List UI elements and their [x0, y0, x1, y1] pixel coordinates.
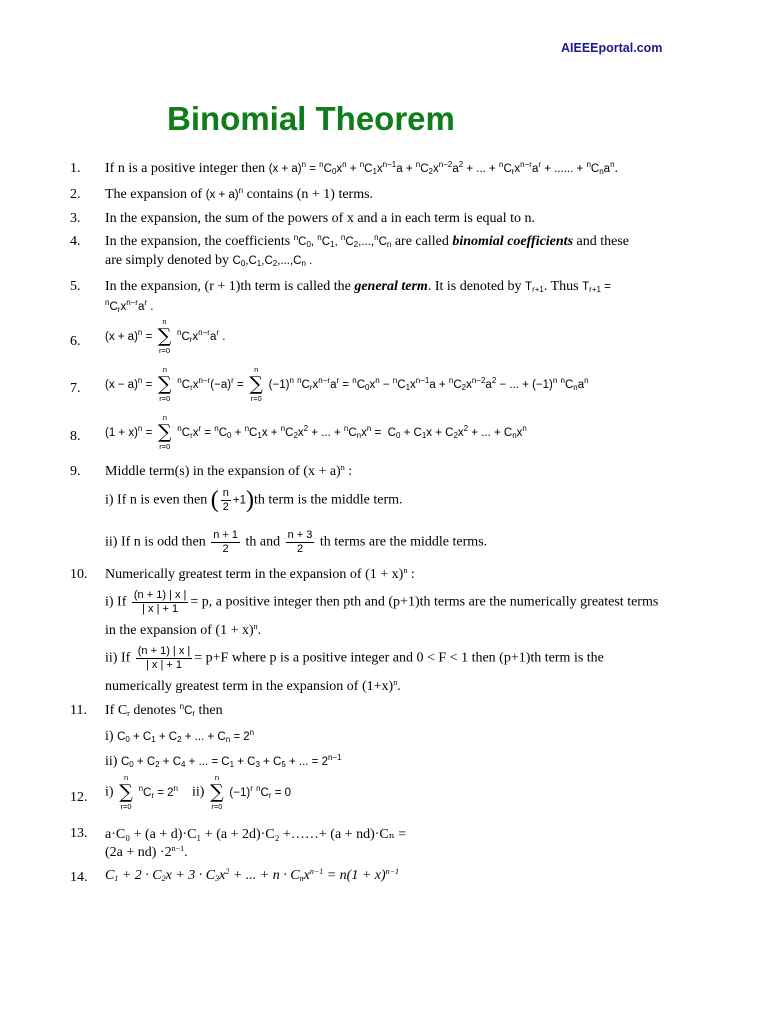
summation-symbol: n ∑ r=0 — [249, 365, 263, 403]
item-5: In the expansion, (r + 1)th term is called the general term. It is denoted by $T_{r+1}$. Thus $T_{r+1}$ = — [105, 279, 611, 294]
item-number: 6. — [70, 334, 81, 349]
item-12: i) n ∑ r=0 $^nC_r = 2^n$ ii) n ∑ r=0 $(-1)^r$ $^nC_r = 0$ — [105, 773, 292, 811]
item-3: In the expansion, the sum of the powers of x and a in each term is equal to n. — [105, 211, 535, 226]
item-4: In the expansion, the coefficients $^nC_0$, $^nC_1$, $^nC_2,...,^nC_n$ are called binomial coefficients and these — [105, 233, 630, 249]
item-2: The expansion of $(x + a)^n$ contains (n + 1) terms. — [105, 186, 374, 202]
summation-symbol: n ∑ r=0 — [158, 365, 172, 403]
item-7: $(x - a)^n$ = n ∑ r=0 $^nC_rx^{n-r}(-a)^r$ = n ∑ r=0 $(-1)^n$ $^nC_rx^{n-r}a^r = ^nC_0x^n - ^nC_1x^{n-1}a + ^nC_2x^{n-2}a^2$ − ... + $(-1)^n$ $^nC_na^n$ — [105, 365, 589, 403]
summation-symbol: n ∑ r=0 — [119, 773, 133, 811]
item-number: 2. — [70, 187, 81, 202]
item-14: $C_1 + 2 \cdot C_2x + 3 \cdot C_3x^2$ + ... + $n \cdot C_nx^{n-1} = n(1 + x)^{n-1}$ — [105, 867, 400, 883]
item-13: a·C₀ + (a + d)·C₁ + (a + 2d)·C₂ +……+ (a + nd)·Cₙ = — [105, 827, 407, 842]
item-number: 9. — [70, 464, 81, 479]
item-number: 3. — [70, 211, 81, 226]
item-number: 12. — [70, 790, 88, 805]
summation-symbol: n ∑ r=0 — [157, 317, 172, 355]
item-13-line2: $(2a + nd) \cdot 2^{n-1}$. — [105, 844, 188, 860]
item-number: 1. — [70, 161, 81, 176]
item-10-ii: ii) If $\frac{(n + 1) | x |}{| x | + 1}$ = p+F where p is a positive integer and 0 < F < 1 then (p+1)th term is the — [105, 645, 604, 671]
site-name[interactable]: AIEEEportal.com — [561, 41, 663, 55]
item-9-i: i) If n is even then ( $\frac{n}{2}$ +1)th term is the middle term. — [105, 487, 403, 513]
item-10-ii-line2: numerically greatest term in the expansion of $(1+x)^n$. — [105, 678, 401, 694]
item-10-i: i) If $\frac{(n + 1) | x |}{| x | + 1}$ = p, a positive integer then pth and (p+1)th terms are the numerically greatest terms — [105, 589, 659, 615]
item-number: 10. — [70, 567, 88, 582]
item-10-i-line2: in the expansion of $(1 + x)^n$. — [105, 622, 262, 638]
item-number: 8. — [70, 429, 81, 444]
item-number: 4. — [70, 234, 81, 249]
item-number: 14. — [70, 870, 88, 885]
item-10: Numerically greatest term in the expansion of $(1 + x)^n$ : — [105, 566, 415, 582]
item-5-line2: $^nC_rx^{n-r}a^r$ . — [105, 298, 154, 314]
item-9-ii: ii) If n is odd then $\frac{n + 1}{2}$ th and $\frac{n + 3}{2}$ th terms are the middle terms. — [105, 529, 488, 555]
item-1: If n is a positive integer then $(x + a)^n = ^nC_0x^n + ^nC_1x^{n-1}a + ^nC_2x^{n-2}a^2$ + ... + $^nC_rx^{n-r}a^r$ + ...... + $^nC_na^n$. — [105, 160, 619, 176]
item-number: 7. — [70, 381, 81, 396]
item-6: $(x + a)^n$ = n ∑ r=0 $^nC_rx^{n-r}a^r$ . — [105, 317, 226, 355]
item-11-i: i) $C_0 + C_1 + C_2$ + ... + $C_n = 2^n$ — [105, 728, 255, 744]
item-4-line2: are simply denoted by $C_0,C_1,C_2,...,C_n$ . — [105, 253, 313, 268]
item-11: If $C_r$ denotes $^nC_r$ then — [105, 702, 223, 718]
item-number: 5. — [70, 279, 81, 294]
item-8: $(1 + x)^n$ = n ∑ r=0 $^nC_rx^r = ^nC_0 + ^nC_1x + ^nC_2x^2$ + ... + $^nC_nx^n = C_0 + C_1x + C_2x^2$ + ... + $C_nx^n$ — [105, 413, 527, 451]
item-9: Middle term(s) in the expansion of $(x + a)^n$ : — [105, 463, 353, 479]
summation-symbol: n ∑ r=0 — [158, 413, 172, 451]
page-title: Binomial Theorem — [167, 100, 455, 137]
item-11-ii: ii) $C_0 + C_2 + C_4$ + ... = $C_1 + C_3 + C_5$ + ... = $2^{n-1}$ — [105, 753, 342, 769]
summation-symbol: n ∑ r=0 — [210, 773, 224, 811]
item-number: 11. — [70, 703, 87, 718]
item-number: 13. — [70, 826, 88, 841]
